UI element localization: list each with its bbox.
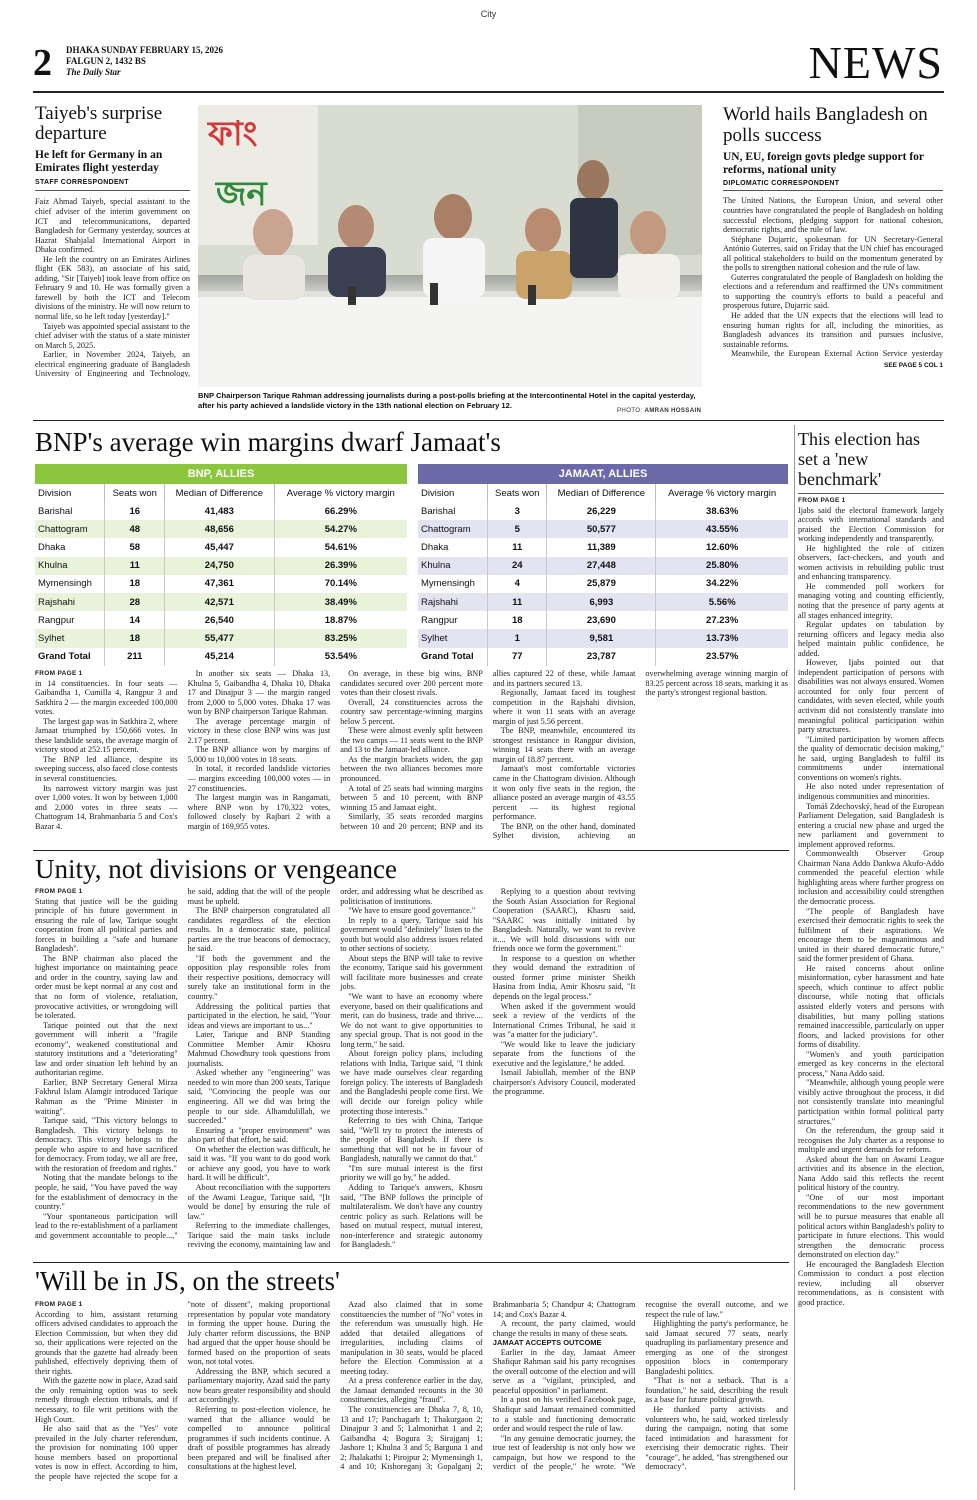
taiyeb-paragraph: Taiyeb was appointed special assistant to the chief adviser with the status of a state minister on March 5, 2025. xyxy=(35,321,190,350)
section-label: City xyxy=(480,9,497,19)
streets-headline: 'Will be in JS, on the streets' xyxy=(35,1266,340,1296)
division-cell: Dhaka xyxy=(418,538,488,556)
unity-headline: Unity, not divisions or vengeance xyxy=(35,854,397,884)
world-paragraph: Meanwhile, the European External Action Service yesterday xyxy=(731,349,943,359)
bnp-table-row xyxy=(35,502,407,520)
jamaat-table-row xyxy=(418,575,788,593)
value-cell: 77 xyxy=(488,648,547,666)
benchmark-kicker: FROM PAGE 1 xyxy=(798,497,846,504)
value-cell: 24,750 xyxy=(165,557,275,575)
margins-paragraph: These were almost evenly split between the two camps — 11 seats went to the BNP and 13 to the Jamaat-led alliance. xyxy=(340,726,483,755)
value-cell: 41,483 xyxy=(165,502,275,520)
division-cell: Dhaka xyxy=(35,538,105,556)
banner-text: ফাং xyxy=(208,114,258,154)
world-deck: UN, EU, foreign govts pledge support for reforms, national unity xyxy=(723,151,924,177)
paper-logo: The Daily Star xyxy=(66,67,121,77)
taiyeb-story xyxy=(35,104,190,377)
value-cell: 83.25% xyxy=(324,632,357,644)
world-story xyxy=(723,104,943,369)
world-headline: World hails Bangladesh on polls success xyxy=(723,104,928,146)
unity-paragraph: "I'm sure mutual interest is the first priority we will go by," he added. xyxy=(340,1163,483,1183)
photo-credit-name: AMRAN HOSSAIN xyxy=(644,407,702,414)
margins-paragraph: The largest gap was in Satkhira 2, where Jamaat triumphed by 150,666 votes. In these landslide seats, the average margin of victory stood at 252.15 percent. xyxy=(35,716,178,755)
margins-paragraph: Overall, 24 constituencies across the country saw percentage-winning margins below 5 percent. xyxy=(340,697,483,726)
benchmark-paragraph: Tomáš Zdechovský, head of the European Parliament Delegation, said Bangladesh is entering a crucial new phase and urged the new parliament and government to implement approved reforms. xyxy=(798,801,944,849)
value-cell: 38.63% xyxy=(706,505,739,517)
value-cell: 23.57% xyxy=(706,651,739,663)
value-cell: 26,540 xyxy=(165,611,275,629)
bnp-table-title: BNP, ALLIES xyxy=(35,464,407,484)
value-cell: 27,448 xyxy=(547,557,656,575)
streets-paragraph: According to him, assistant returning officers advised candidates to approach the Election Commission, but when they did so, their applications were rejected on the grounds that the gazette had already been published, effectively depriving them of their rights. xyxy=(35,1309,178,1376)
photo-credit-label: PHOTO: xyxy=(617,407,643,414)
division-cell: Grand Total xyxy=(35,648,105,666)
margins-paragraph: The BNP, meanwhile, encountered its strongest resistance in Rangpur division, winning 14 seats there with an average margin of 18.87 percent. xyxy=(492,726,636,764)
margins-paragraph: in 14 constituencies. In four seats — Gaibandha 1, Cumilla 4, Rangpur 3 and Satkhira 2 — the margin exceeded 100,000 votes. xyxy=(35,678,178,717)
jamaat-table xyxy=(418,484,788,666)
world-jump: SEE PAGE 5 COL 1 xyxy=(883,362,943,370)
margins-paragraph: Similarly, 35 seats recorded margins between 10 and 20 percent; BNP and its allies captured 22 of these, while Jamaat and its partners secured 13. xyxy=(340,669,636,831)
taiyeb-headline: Taiyeb's surprise departure xyxy=(35,103,163,144)
margins-paragraph: The BNP led alliance, despite its sweeping success, also faced close contests in several constituencies. xyxy=(35,754,178,784)
division-cell: Barishal xyxy=(35,502,105,520)
margins-paragraph: Regionally, Jamaat faced its toughest competition in the Rajshahi division, where it won 11 seats with an average margin of just 5.56 percent. xyxy=(492,688,636,726)
streets-paragraph: He thanked party activists and volunteers who, he said, worked tirelessly during the campaign, noting that some faced intimidation and harassment for exercising their democratic rights. Their "courage", he added, "has strengthened our democracy". xyxy=(645,1405,788,1472)
unity-paragraph: About reconciliation with the supporters of the Awami League, Tarique said, "[It would be done] by ensuring the rule of law." xyxy=(187,1182,331,1221)
value-cell: 25,879 xyxy=(547,575,656,593)
value-cell: 23,787 xyxy=(547,648,656,666)
division-cell: Khulna xyxy=(35,557,105,575)
streets-kicker: FROM PAGE 1 xyxy=(35,1301,83,1308)
unity-paragraph: Referring to the immediate challenges, Tarique said the main tasks include reviving the economy, maintaining law and order, and addressing what he described as politicisation of institutions. xyxy=(187,887,483,1250)
bnp-table-row xyxy=(35,593,407,611)
benchmark-paragraph: Asked about the ban on Awami League activities and its absence in the election, Nana Addo said this reflects the recent political history of the country. xyxy=(798,1154,944,1193)
unity-paragraph: Ensuring a "proper environment" was also part of that effort, he said. xyxy=(187,1125,331,1145)
value-cell: 11,389 xyxy=(547,538,656,556)
division-cell: Rangpur xyxy=(35,611,105,629)
value-cell: 14 xyxy=(105,611,165,629)
unity-paragraph: On whether the election was difficult, he said it was. "If you want to do good work or achieve any good, you have to work hard. It will be difficult". xyxy=(187,1144,331,1183)
value-cell: 16 xyxy=(105,502,165,520)
unity-paragraph: Later, Tarique and BNP Standing Committee Member Amir Khosru Mahmud Chowdhury took questions from journalists. xyxy=(187,1030,331,1068)
jamaat-table-row xyxy=(418,611,788,629)
world-paragraph: Guterres congratulated the people of Bangladesh on holding the elections and a referendum and reaffirmed the UN's commitment to supporting the country's efforts to build a peaceful and prosperous future, Dujarric said. xyxy=(723,272,943,311)
unity-paragraph: The BNP chairperson congratulated all candidates regardless of the election results. In a democratic state, political parties are the true beacons of democracy, he said. xyxy=(187,906,331,954)
value-cell: 54.61% xyxy=(324,541,357,553)
streets-paragraph: A recount, the party claimed, would change the results in many of these seats. xyxy=(492,1319,636,1338)
margins-paragraph: The BNP, on the other hand, dominated Sylhet division, achieving an overwhelming average winning margin of 83.25 percent across 18 seats, marking it as the party's strongest regional bastion. xyxy=(492,669,788,841)
unity-paragraph: When asked if the government would seek a review of the verdicts of the International Crimes Tribunal, he said it was "a matter for the judiciary". xyxy=(492,1001,636,1040)
bnp-table-header xyxy=(35,484,407,502)
unity-paragraph: Stating that justice will be the guiding principle of his future government in ensuring the rule of law, Tarique sought cooperation from all political parties and forces in building a "safe and humane Bangladesh". xyxy=(35,896,178,954)
margins-headline: BNP's average win margins dwarf Jamaat's xyxy=(35,427,501,457)
banner-text-2: জন xyxy=(216,174,267,214)
column-header: Seats won xyxy=(105,484,165,502)
streets-paragraph: JAMAAT ACCEPTS OUTCOME xyxy=(492,1338,602,1348)
streets-paragraph: Azad also claimed that in some constituencies the number of "No" votes in the referendum was unusually high. He added that detailed allegations of irregularities, including claims of manipulation in 30 seats, would be placed before the Election Commission at a meeting today. xyxy=(340,1300,483,1376)
division-cell: Mymensingh xyxy=(418,575,488,593)
value-cell: 25.80% xyxy=(706,560,739,572)
division-cell: Rajshahi xyxy=(35,593,105,611)
unity-paragraph: Asked whether any "engineering" was needed to win more than 200 seats, Tarique said, "Convincing the people was our engineering. All we did was bring the people to our side. Alhamdulillah, we succeeded." xyxy=(187,1068,331,1126)
value-cell: 3 xyxy=(488,502,547,520)
unity-paragraph: "If both the government and the opposition play responsible roles from their respective positions, democracy will surely take an institutional form in the country." xyxy=(187,953,331,1002)
world-byline: DIPLOMATIC CORRESPONDENT xyxy=(723,180,840,188)
division-cell: Rangpur xyxy=(418,611,488,629)
division-cell: Sylhet xyxy=(35,629,105,647)
margins-paragraph: On average, in these big wins, BNP candidates secured over 200 percent more votes than their closest rivals. xyxy=(340,669,483,698)
taiyeb-paragraph: Faiz Ahmad Taiyeb, special assistant to the chief adviser of the interim government on ICT and telecommunications, departed Bangladesh for Germany yesterday, sources at Hazrat Shahjalal International Airport in Dhaka confirmed. xyxy=(35,197,190,255)
column-header: Division xyxy=(418,484,488,502)
bnp-table-block xyxy=(35,464,407,666)
division-cell: Chattogram xyxy=(418,520,488,538)
column-header: Division xyxy=(35,484,105,502)
unity-paragraph: "We want to have an economy where everyone, based on their qualifications and merit, can do business, trade and thrive.... We do not want to give opportunities to any special group. That is not good in the long term," he said. xyxy=(340,992,483,1049)
streets-paragraph: Highlighting the party's performance, he said Jamaat secured 77 seats, nearly quadrupling its parliamentary presence and emerging as one of the strongest opposition blocs in contemporary Bangladeshi politics. xyxy=(645,1319,788,1376)
margins-paragraph: Its narrowest victory margin was just over 1,000 votes. It won by between 1,000 and 2,000 votes in three seats — Chattogram 14, Brahmanbaria 5 and Cox's Bazar 4. xyxy=(35,783,178,831)
jamaat-table-row xyxy=(418,629,788,647)
streets-body xyxy=(35,1300,788,1489)
unity-kicker: FROM PAGE 1 xyxy=(35,888,83,895)
column-header: Average % victory margin xyxy=(668,487,777,499)
unity-paragraph: In response to a question on whether they would demand the extradition of ousted former prime minister Sheikh Hasina from India, Amir Khosru said, "It depends on the legal process." xyxy=(492,953,636,1002)
value-cell: 28 xyxy=(105,593,165,611)
value-cell: 48 xyxy=(105,520,165,538)
value-cell: 70.14% xyxy=(324,578,357,590)
jamaat-table-row xyxy=(418,502,788,520)
benchmark-paragraph: He commended poll workers for managing voting and counting efficiently, noting that the presence of party agents at all stages enhanced integrity. xyxy=(798,581,944,620)
page-number: 2 xyxy=(33,42,52,84)
streets-paragraph: Referring to post-election violence, he warned that the alliance would be compelled to announce political programmes if such incidents continue. A draft of possible programmes has already been prepared and will be finalised after consultations at the highest level. xyxy=(187,1405,331,1472)
value-cell: 18.87% xyxy=(324,614,357,626)
streets-paragraph: He also said that as the "Yes" vote prevailed in the July charter referendum, the provision for nominating 100 upper house members based on proportional votes is now in effect. According to him, the people have rejected the scope for a "note of dissent", making proportional representation by popular vote mandatory in forming the upper house. During the July charter reform discussions, the BNP had argued that the upper house should be formed based on the proportion of seats won, not total votes. xyxy=(35,1300,331,1481)
value-cell: 43.55% xyxy=(706,523,739,535)
jamaat-table-title: JAMAAT, ALLIES xyxy=(418,464,788,484)
unity-paragraph: Referring to ties with China, Tarique said, "We'll try to protect the interests of the people of Bangladesh. If there is something that will not be in favour of Bangladesh, naturally we cannot do that." xyxy=(340,1116,483,1164)
streets-paragraph: With the gazette now in place, Azad said the only remaining option was to seek remedy through election tribunals, and if necessary, to file writ petitions with the High Court. xyxy=(35,1376,178,1424)
column-header: Seats won xyxy=(488,484,547,502)
unity-paragraph: "We have to ensure good governance." xyxy=(348,906,476,916)
jamaat-table-row xyxy=(418,538,788,556)
benchmark-paragraph: "The people of Bangladesh have exercised their democratic rights to seek the fulfilment of their aspirations. We encourage them to be magnanimous and united in their shared democratic future," said the former president of Ghana. xyxy=(798,906,944,964)
world-paragraph: The United Nations, the European Union, and several other countries have congratulated the people of Bangladesh on holding successful elections, pledging support for national cohesion, democratic rights, and the rule of law. xyxy=(723,196,943,235)
value-cell: 27.23% xyxy=(706,614,739,626)
dateline-bangla: FALGUN 2, 1432 BS xyxy=(66,56,146,66)
value-cell: 23,690 xyxy=(547,611,656,629)
streets-paragraph: In a post on his verified Facebook page, Shafiqur said Jamaat remained committed to a stable and functioning democratic order and would respect the rule of law. xyxy=(492,1395,636,1434)
benchmark-paragraph: However, Ijabs pointed out that independent participation of persons with disabilities was not always ensured. Women accounted for only four percent of candidates, with seven elected, while youth activism did not consistently translate into meaningful political participation within party structures. xyxy=(798,658,944,735)
value-cell: 9,581 xyxy=(547,629,656,647)
unity-paragraph: The BNP chairman also placed the highest importance on maintaining peace and order in the country, saying law and order must be kept normal at any cost and that no form of violence, retaliation, provocative activities, or wrongdoing will be tolerated. xyxy=(35,953,178,1021)
value-cell: 45,214 xyxy=(165,648,275,666)
value-cell: 53.54% xyxy=(324,651,357,663)
value-cell: 11 xyxy=(105,557,165,575)
value-cell: 26,229 xyxy=(547,502,656,520)
bnp-table-row xyxy=(35,575,407,593)
bnp-table-row xyxy=(35,538,407,556)
margins-body xyxy=(35,669,788,847)
unity-paragraph: Earlier, BNP Secretary General Mirza Fakhrul Islam Alamgir introduced Tarique Rahman as the "Prime Minister in waiting". xyxy=(35,1077,178,1116)
unity-paragraph: Ismail Jabiullah, member of the BNP chairperson's Advisory Council, moderated the programme. xyxy=(492,1068,636,1097)
value-cell: 5.56% xyxy=(708,596,736,608)
benchmark-paragraph: "Meanwhile, although young people were visibly active throughout the process, it did not consistently translate into meaningful participation within formal political party structures." xyxy=(798,1078,944,1126)
jamaat-table-row xyxy=(418,648,788,666)
division-cell: Barishal xyxy=(418,502,488,520)
unity-paragraph: In reply to a query, Tarique said his government would "definitely" listen to the youth but would also address issues related to other sections of society. xyxy=(340,915,483,954)
value-cell: 18 xyxy=(488,611,547,629)
value-cell: 24 xyxy=(488,557,547,575)
value-cell: 66.29% xyxy=(324,505,357,517)
column-header: Median of Difference xyxy=(165,484,275,502)
unity-body xyxy=(35,887,788,1256)
benchmark-paragraph: He also noted under representation of indigenous communities and minorities. xyxy=(798,782,944,801)
unity-paragraph: "Your spontaneous participation will lead to the re-establishment of a parliament and government accountable to people...," he said, adding that the will of the people must be upheld. xyxy=(35,887,331,1240)
benchmark-paragraph: "Women's and youth participation emerged as key concerns in the electoral process," Nana Addo said. xyxy=(798,1049,944,1078)
value-cell: 54.27% xyxy=(324,523,357,535)
margins-paragraph: The BNP alliance won by margins of 5,000 to 10,000 votes in 18 seats. xyxy=(187,745,331,764)
bnp-table-row xyxy=(35,520,407,538)
bnp-table-row xyxy=(35,557,407,575)
margins-paragraph: Jamaat's most comfortable victories came in the Chattogram division. Although it won only five seats in the region, the alliance posted an average margin of 43.55 percent — its highest regional performance. xyxy=(492,764,636,822)
value-cell: 4 xyxy=(488,575,547,593)
unity-paragraph: Replying to a question about reviving the South Asian Association for Regional Cooperation (SAARC), Khasru said, "SAARC was initially initiated by Bangladesh. Naturally, we want to revive it.... We will hold discussions with our friends once we form the government." xyxy=(492,887,636,954)
jamaat-table-block xyxy=(418,464,788,666)
taiyeb-deck: He left for Germany in an Emirates flight yesterday xyxy=(35,149,163,175)
value-cell: 50,577 xyxy=(547,520,656,538)
taiyeb-paragraph: He left the country on an Emirates Airlines flight (EK 583), an associate of his said, adding, "Sir [Taiyeb] took leave from office on February 9 and 10. He was formally given a farewell by both the ICT and Telecom divisions of the ministry. He will now return to normal life, so he left today [yesterday]." xyxy=(35,254,190,321)
jamaat-table-row xyxy=(418,520,788,538)
photo-caption-text: BNP Chairperson Tarique Rahman addressing journalists during a post-polls briefing at the Intercontinental Hotel in the capital yesterday, after his party achieved a landslide victory in the 13th national election on February 12. xyxy=(198,391,696,410)
masthead: NEWS xyxy=(808,37,943,88)
unity-paragraph: Addressing the political parties that participated in the election, he said, "Your ideas and views are important to us..." xyxy=(187,1001,331,1030)
column-header: Median of Difference xyxy=(547,484,656,502)
jamaat-table-row xyxy=(418,593,788,611)
column-header: Average % victory margin xyxy=(286,487,395,499)
value-cell: 12.60% xyxy=(706,541,739,553)
value-cell: 11 xyxy=(488,593,547,611)
dateline-date: DHAKA SUNDAY FEBRUARY 15, 2026 xyxy=(66,45,223,55)
taiyeb-byline: STAFF CORRESPONDENT xyxy=(35,179,129,187)
value-cell: 38.49% xyxy=(324,596,357,608)
unity-paragraph: Tarique pointed out that the next government will inherit a "fragile economy", weakened constitutional and statutory institutions and a "deteriorating" law and order situation left behind by an authoritarian regime. xyxy=(35,1020,178,1078)
margins-paragraph: The average percentage margin of victory in these close BNP wins was just 2.17 percent. xyxy=(187,716,331,745)
unity-paragraph: About steps the BNP will take to revive the economy, Tarique said his government will facilitate more businesses and create jobs. xyxy=(340,953,483,992)
bnp-table-row xyxy=(35,629,407,647)
margins-paragraph: As the margin brackets widen, the gap between the two alliances becomes more pronounced. xyxy=(340,754,483,784)
unity-paragraph: About foreign policy plans, including relations with India, Tarique said, "I think we have made ourselves clear regarding foreign policy. The interests of Bangladesh and the Bangladeshi people come first. We will decide our foreign policy while protecting those interests." xyxy=(340,1049,483,1116)
benchmark-story xyxy=(798,429,944,1486)
division-cell: Sylhet xyxy=(418,629,488,647)
benchmark-paragraph: Ijabs said the electoral framework largely accords with international standards and praised the Election Commission for working independently and transparently. xyxy=(798,505,944,544)
value-cell: 18 xyxy=(105,575,165,593)
division-cell: Mymensingh xyxy=(35,575,105,593)
division-cell: Khulna xyxy=(418,557,488,575)
value-cell: 5 xyxy=(488,520,547,538)
value-cell: 1 xyxy=(488,629,547,647)
value-cell: 55,477 xyxy=(165,629,275,647)
benchmark-paragraph: Regular updates on tabulation by returning officers and legacy media also helped maintain public confidence, he added. xyxy=(798,620,944,658)
benchmark-paragraph: He encouraged the Bangladesh Election Commission to conduct a post election review, including all observer recommendations, as is consistent with good practice. xyxy=(798,1259,944,1307)
value-cell: 13.73% xyxy=(706,632,739,644)
benchmark-paragraph: "One of our most important recommendations to the new government will be to pursue measures that enable all political actors within Bangladesh's polity to participate in future elections. This would strengthen the democratic process demonstrated on election day." xyxy=(798,1192,944,1260)
world-paragraph: He added that the UN expects that the elections will lead to ensuring human rights for all, including the minorities, as Bangladesh advances its transition and pursues inclusive, sustainable reforms. xyxy=(723,311,943,349)
division-cell: Grand Total xyxy=(418,648,488,666)
bnp-table xyxy=(35,484,407,666)
value-cell: 6,993 xyxy=(547,593,656,611)
world-paragraph: Stéphane Dujarric, spokesman for UN Secretary-General António Guterres, said on Friday that the UN chief has encouraged all political stakeholders to build on the momentum generated by the polls to strengthen national cohesion and the rule of law. xyxy=(723,234,943,273)
photo-credit xyxy=(617,407,701,414)
value-cell: 34.22% xyxy=(706,578,739,590)
top-rule xyxy=(33,91,944,93)
value-cell: 45,447 xyxy=(165,538,275,556)
benchmark-paragraph: On the referendum, the group said it recognises the July charter as a response to multiple and urgent demands for reform. xyxy=(798,1126,944,1155)
value-cell: 48,656 xyxy=(165,520,275,538)
value-cell: 211 xyxy=(105,648,165,666)
jamaat-table-row xyxy=(418,557,788,575)
streets-paragraph: At a press conference earlier in the day, the Jamaat demanded recounts in the 30 constituencies, alleging "fraud". xyxy=(340,1376,483,1405)
unity-paragraph: Adding to Tarique's answers, Khosru said, "The BNP follows the principle of multilateralism. We don't have any country centric policy as such. Relations will be based on mutual respect, mutual interest, non-interference and strategic autonomy for Bangladesh." xyxy=(340,1182,483,1250)
unity-paragraph: "We would like to leave the judiciary separate from the functions of the executive and the legislature," he added. xyxy=(492,1039,636,1068)
division-cell: Rajshahi xyxy=(418,593,488,611)
benchmark-paragraph: He raised concerns about online misinformation, cyber harassment and hate speech, which continue to affect public discourse, while noting that officials assisted elderly voters and persons with disabilities, but many polling stations remained inaccessible, particularly on upper floors, and lacked provisions for other forms of disability. xyxy=(798,963,944,1050)
unity-paragraph: Noting that the mandate belongs to the people, he said, "You have paved the way for the establishment of democracy in the country." xyxy=(35,1173,178,1212)
benchmark-body xyxy=(798,496,944,1486)
jamaat-table-header xyxy=(418,484,788,502)
news-photo xyxy=(198,105,702,387)
margins-paragraph: In another six seats — Dhaka 13, Khulna 5, Gaibandha 4, Dhaka 10, Dhaka 17 and Dinajpur 3 — the margin ranged from 2,000 to 5,000 votes. Dhaka 17 was won by BNP chairperson Tarique Rahman. xyxy=(187,669,331,717)
unity-paragraph: Tarique said, "This victory belongs to Bangladesh. This victory belongs to democracy. This victory belongs to the people who aspire to and have sacrificed for democracy. From today, we all are free, with the restoration of freedom and rights." xyxy=(35,1116,178,1173)
value-cell: 42,571 xyxy=(165,593,275,611)
division-cell: Chattogram xyxy=(35,520,105,538)
dateline xyxy=(66,45,223,78)
value-cell: 11 xyxy=(488,538,547,556)
benchmark-paragraph: Commonwealth Observer Group Chairman Nana Addo Dankwa Akufo-Addo commended the peaceful election while highlighting areas where further progress on inclusion and accessibility could strengthen the democratic process. xyxy=(798,849,944,906)
world-body xyxy=(723,196,943,359)
value-cell: 47,361 xyxy=(165,575,275,593)
streets-paragraph: "In any genuine democratic journey, the true test of leadership is not only how we campaign, but how we respond to the verdict of the people," he wrote. "We recognise the overall outcome, and we respect the rule of law." xyxy=(492,1300,788,1472)
margins-paragraph: A total of 25 seats had winning margins between 5 and 10 percent, with BNP winning 15 and Jamaat eight. xyxy=(340,783,483,812)
margins-paragraph: In total, it recorded landslide victories — margins exceeding 100,000 votes — in 27 constituencies. xyxy=(187,764,331,793)
streets-paragraph: Addressing the BNP, which secured a parliamentary majority, Azad said the party now bears greater responsibility and should act accordingly. xyxy=(187,1366,331,1405)
taiyeb-body xyxy=(35,197,190,377)
value-cell: 18 xyxy=(105,629,165,647)
streets-paragraph: The constituencies are Dhaka 7, 8, 10, 13 and 17; Panchagarh 1; Thakurgaon 2; Dinajpur 3 and 5; Lalmonirhat 1 and 2; Gaibandha 4; Bogura 3; Sirajganj 1; Jashore 1; Khulna 3 and 5; Barguna 1 and 2; Jhalakathi 1; Pirojpur 2; Mymensingh 1, 4 and 10; Kishoreganj 3; Gopalganj 2; Brahmanbaria 5; Chandpur 4; Chattogram 14; and Cox's Bazar 4. xyxy=(340,1300,636,1472)
briefing-photo-illustration xyxy=(198,105,702,387)
margins-paragraph: The largest margin was in Rangamati, where BNP won by 170,322 votes, followed closely by Rajbari 2 with a margin of 169,955 votes. xyxy=(187,793,331,831)
benchmark-paragraph: He highlighted the role of citizen observers, fact-checkers, and youth and women activists in rebuilding public trust and enhancing transparency. xyxy=(798,543,944,582)
streets-paragraph: Earlier in the day, Jamaat Ameer Shafiqur Rahman said his party recognises the overall outcome of the election and will serve as a "vigilant, principled, and peaceful opposition" in parliament. xyxy=(492,1347,636,1395)
taiyeb-paragraph: Earlier, in November 2024, Taiyeb, an electrical engineering graduate of Bangladesh University of Engineering and Technology, xyxy=(35,350,190,378)
benchmark-paragraph: "Limited participation by women affects the quality of democratic decision making," he said, urging Bangladesh to fulfil its commitments under international conventions on women's rights. xyxy=(798,734,944,782)
bnp-table-row xyxy=(35,611,407,629)
streets-paragraph: "That is not a setback. That is a foundation," he said, describing the result as a base for future political growth. xyxy=(645,1376,788,1405)
benchmark-headline: This election has set a 'new benchmark' xyxy=(798,429,920,489)
margins-kicker: FROM PAGE 1 xyxy=(35,670,83,677)
value-cell: 58 xyxy=(105,538,165,556)
value-cell: 26.39% xyxy=(324,560,357,572)
bnp-table-row xyxy=(35,648,407,666)
